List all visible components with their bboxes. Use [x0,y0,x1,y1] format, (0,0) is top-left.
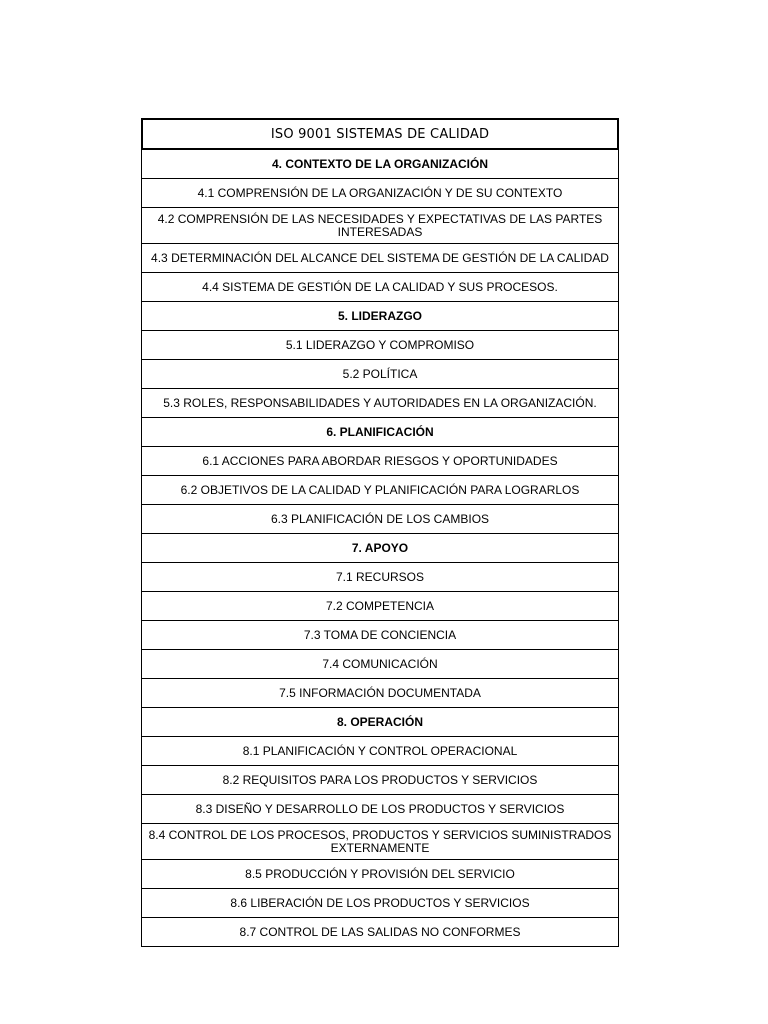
clause-row: 7.3 TOMA DE CONCIENCIA [142,621,618,650]
section-heading-row: 4. CONTEXTO DE LA ORGANIZACIÓN [142,150,618,179]
clause-row: 7.1 RECURSOS [142,563,618,592]
clause-row: 8.5 PRODUCCIÓN Y PROVISIÓN DEL SERVICIO [142,860,618,889]
clause-row: 8.4 CONTROL DE LOS PROCESOS, PRODUCTOS Y SERVICIOS SUMINISTRADOS EXTERNAMENTE [142,824,618,860]
iso-table [141,118,619,947]
table-body [142,150,618,947]
clause-row: 7.5 INFORMACIÓN DOCUMENTADA [142,679,618,708]
clause-row: 8.6 LIBERACIÓN DE LOS PRODUCTOS Y SERVICIOS [142,889,618,918]
clause-row: 8.3 DISEÑO Y DESARROLLO DE LOS PRODUCTOS Y SERVICIOS [142,795,618,824]
clause-row: 4.2 COMPRENSIÓN DE LAS NECESIDADES Y EXPECTATIVAS DE LAS PARTES INTERESADAS [142,208,618,244]
clause-row: 6.1 ACCIONES PARA ABORDAR RIESGOS Y OPORTUNIDADES [142,447,618,476]
clause-row: 4.4 SISTEMA DE GESTIÓN DE LA CALIDAD Y SUS PROCESOS. [142,273,618,302]
clause-row: 8.7 CONTROL DE LAS SALIDAS NO CONFORMES [142,918,618,947]
clause-row: 8.1 PLANIFICACIÓN Y CONTROL OPERACIONAL [142,737,618,766]
clause-row: 4.3 DETERMINACIÓN DEL ALCANCE DEL SISTEMA DE GESTIÓN DE LA CALIDAD [142,244,618,273]
clause-row: 8.2 REQUISITOS PARA LOS PRODUCTOS Y SERVICIOS [142,766,618,795]
clause-row: 5.2 POLÍTICA [142,360,618,389]
clause-row: 4.1 COMPRENSIÓN DE LA ORGANIZACIÓN Y DE SU CONTEXTO [142,179,618,208]
section-heading-row: 8. OPERACIÓN [142,708,618,737]
section-heading-row: 6. PLANIFICACIÓN [142,418,618,447]
clause-row: 7.2 COMPETENCIA [142,592,618,621]
table-title: ISO 9001 SISTEMAS DE CALIDAD [141,118,619,150]
section-heading-row: 7. APOYO [142,534,618,563]
clause-row: 6.2 OBJETIVOS DE LA CALIDAD Y PLANIFICACIÓN PARA LOGRARLOS [142,476,618,505]
clause-row: 7.4 COMUNICACIÓN [142,650,618,679]
clause-row: 5.1 LIDERAZGO Y COMPROMISO [142,331,618,360]
clause-row: 5.3 ROLES, RESPONSABILIDADES Y AUTORIDADES EN LA ORGANIZACIÓN. [142,389,618,418]
section-heading-row: 5. LIDERAZGO [142,302,618,331]
clause-row: 6.3 PLANIFICACIÓN DE LOS CAMBIOS [142,505,618,534]
